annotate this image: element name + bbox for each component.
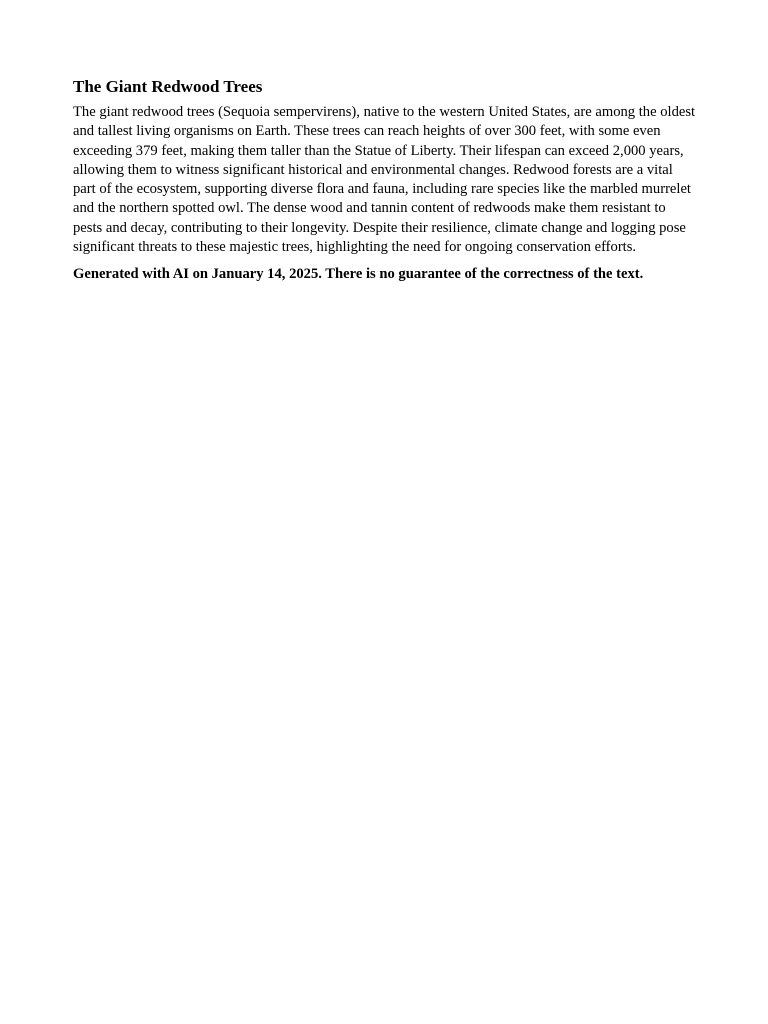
document-page: [73, 76, 697, 284]
document-title: The Giant Redwood Trees: [73, 77, 263, 96]
document-body-paragraph: The giant redwood trees (Sequoia sempervirens), native to the western United States, are among the oldest and tallest living organisms on Earth. These trees can reach heights of over 300 feet, with some even exceeding 379 feet, making them taller than the Statue of Liberty. Their lifespan can exceed 2,000 years, allowing them to witness significant historical and environmental changes. Redwood forests are a vital part of the ecosystem, supporting diverse flora and fauna, including rare species like the marbled murrelet and the northern spotted owl. The dense wood and tannin content of redwoods make them resistant to pests and decay, contributing to their longevity. Despite their resilience, climate change and logging pose significant threats to these majestic trees, highlighting the need for ongoing conservation efforts.: [73, 104, 696, 256]
ai-disclaimer: Generated with AI on January 14, 2025. There is no guarantee of the correctness of the text.: [73, 266, 644, 283]
